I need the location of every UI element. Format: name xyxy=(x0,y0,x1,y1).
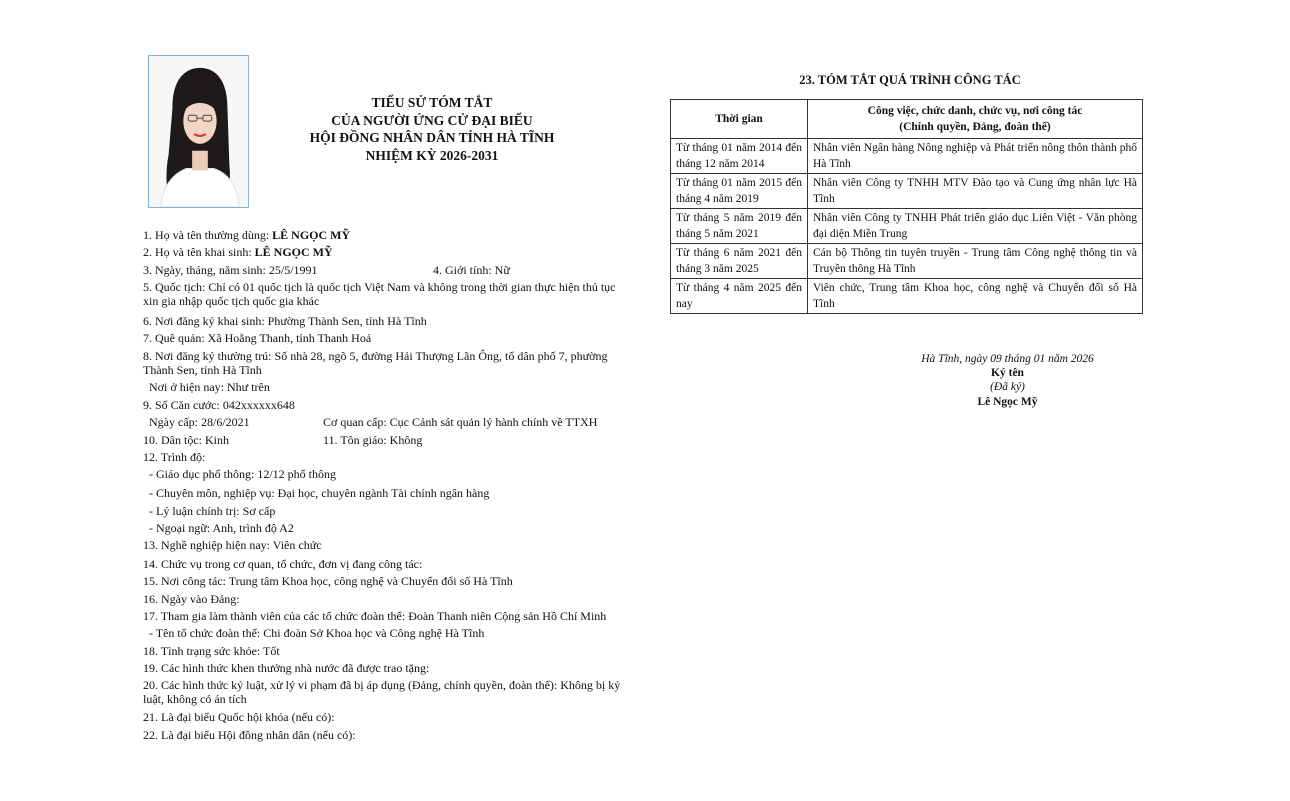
column-header-job-line1: Công việc, chức danh, chức vụ, nơi công tác xyxy=(867,105,1083,117)
field-religion: 11. Tôn giáo: Không xyxy=(323,433,423,447)
table-row xyxy=(671,279,1143,314)
table-row xyxy=(671,209,1143,244)
table-header-row xyxy=(671,100,1143,139)
field-foreign-language: - Ngoại ngữ: Anh, trình độ A2 xyxy=(149,521,294,535)
field-occupation: 13. Nghề nghiệp hiện nay: Viên chức xyxy=(143,538,322,552)
field-education: 12. Trình độ: xyxy=(143,450,206,464)
table-row xyxy=(671,139,1143,174)
cell-time: Từ tháng 01 năm 2014 đến tháng 12 năm 2014 xyxy=(671,139,808,174)
place-date: Hà Tĩnh, ngày 09 tháng 01 năm 2026 xyxy=(921,353,1094,365)
field-organization-name: - Tên tổ chức đoàn thể: Chi đoàn Sở Khoa học và Công nghệ Hà Tĩnh xyxy=(149,626,485,640)
column-header-job-line2: (Chính quyền, Đảng, đoàn thể) xyxy=(899,121,1051,133)
field-common-name xyxy=(143,228,350,242)
field-workplace: 15. Nơi công tác: Trung tâm Khoa học, công nghệ và Chuyển đổi số Hà Tĩnh xyxy=(143,574,513,588)
field-id-issue-date: Ngày cấp: 28/6/2021 xyxy=(149,415,250,429)
cell-job: Viên chức, Trung tâm Khoa học, công nghệ và Chuyển đổi số Hà Tĩnh xyxy=(808,279,1143,314)
cell-time: Từ tháng 4 năm 2025 đến nay xyxy=(671,279,808,314)
table-row xyxy=(671,244,1143,279)
signer-name: Lê Ngọc Mỹ xyxy=(977,396,1038,408)
field-party-date: 16. Ngày vào Đảng: xyxy=(143,592,240,606)
field-awards: 19. Các hình thức khen thưởng nhà nước đã được trao tặng: xyxy=(143,661,430,675)
field-label: 1. Họ và tên thường dùng: xyxy=(143,228,273,242)
field-birth-name xyxy=(143,245,333,259)
cell-job: Nhân viên Công ty TNHH MTV Đào tạo và Cung ứng nhân lực Hà Tĩnh xyxy=(808,174,1143,209)
field-permanent-residence: 8. Nơi đăng ký thường trú: Số nhà 28, ngõ 5, đường Hải Thượng Lãn Ông, tổ dân phố 7, phường Thành Sen, tỉnh Hà Tĩnh xyxy=(143,349,608,377)
table-row xyxy=(671,174,1143,209)
portrait-photo xyxy=(148,55,249,208)
cell-job: Nhân viên Công ty TNHH Phát triển giáo dục Liên Việt - Văn phòng đại diện Miền Trung xyxy=(808,209,1143,244)
document-title xyxy=(262,94,602,164)
field-organizations: 17. Tham gia làm thành viên của các tổ chức đoàn thể: Đoàn Thanh niên Cộng sản Hồ Chí Minh xyxy=(143,609,607,623)
work-history-table xyxy=(670,99,1143,314)
field-id-issuing-agency: Cơ quan cấp: Cục Cảnh sát quản lý hành chính về TTXH xyxy=(323,415,598,429)
field-nationality: 5. Quốc tịch: Chỉ có 01 quốc tịch là quốc tịch Việt Nam và không trong thời gian thực hiện thủ tục xin gia nhập quốc tịch quốc gia khác xyxy=(143,280,616,308)
field-political-theory: - Lý luận chính trị: Sơ cấp xyxy=(149,504,276,518)
title-line-2: CỦA NGƯỜI ỨNG CỬ ĐẠI BIỂU xyxy=(331,112,533,128)
field-hometown: 7. Quê quán: Xã Hoằng Thanh, tỉnh Thanh Hoá xyxy=(143,331,372,345)
field-national-assembly: 21. Là đại biểu Quốc hội khóa (nếu có): xyxy=(143,710,335,724)
field-gender: 4. Giới tính: Nữ xyxy=(433,263,510,277)
field-health: 18. Tình trạng sức khỏe: Tốt xyxy=(143,644,280,658)
cell-time: Từ tháng 6 năm 2021 đến tháng 3 năm 2025 xyxy=(671,244,808,279)
sign-label: Ký tên xyxy=(991,367,1024,379)
column-header-time: Thời gian xyxy=(671,100,808,139)
title-line-1: TIỂU SỬ TÓM TẮT xyxy=(371,95,493,110)
work-history-title: 23. TÓM TẮT QUÁ TRÌNH CÔNG TÁC xyxy=(799,73,1021,87)
field-value: LÊ NGỌC MỸ xyxy=(254,245,333,259)
field-ethnicity: 10. Dân tộc: Kinh xyxy=(143,433,229,447)
cell-time: Từ tháng 5 năm 2019 đến tháng 5 năm 2021 xyxy=(671,209,808,244)
cell-job: Nhân viên Ngân hàng Nông nghiệp và Phát triển nông thôn thành phố Hà Tĩnh xyxy=(808,139,1143,174)
field-birth-registration: 6. Nơi đăng ký khai sinh: Phường Thành Sen, tỉnh Hà Tĩnh xyxy=(143,314,427,328)
cell-job: Cán bộ Thông tin tuyên truyền - Trung tâm Công nghệ thông tin và Truyền thông Hà Tĩnh xyxy=(808,244,1143,279)
field-specialization: - Chuyên môn, nghiệp vụ: Đại học, chuyên ngành Tài chính ngân hàng xyxy=(149,486,490,500)
field-discipline: 20. Các hình thức kỷ luật, xử lý vi phạm đã bị áp dụng (Đảng, chính quyền, đoàn thể): Không bị kỷ luật, không có án tích xyxy=(143,678,621,706)
title-line-3: HỘI ĐỒNG NHÂN DÂN TỈNH HÀ TĨNH xyxy=(309,130,555,145)
field-peoples-council: 22. Là đại biểu Hội đồng nhân dân (nếu có): xyxy=(143,728,356,742)
column-header-job xyxy=(808,100,1143,139)
field-id-number: 9. Số Căn cước: 042xxxxxx648 xyxy=(143,398,295,412)
cell-time: Từ tháng 01 năm 2015 đến tháng 4 năm 2019 xyxy=(671,174,808,209)
field-current-residence: Nơi ở hiện nay: Như trên xyxy=(149,380,270,394)
field-label: 2. Họ và tên khai sinh: xyxy=(143,245,255,259)
field-position: 14. Chức vụ trong cơ quan, tổ chức, đơn vị đang công tác: xyxy=(143,557,423,571)
field-birth-date: 3. Ngày, tháng, năm sinh: 25/5/1991 xyxy=(143,263,318,277)
title-line-4: NHIỆM KỲ 2026-2031 xyxy=(365,147,499,163)
field-value: LÊ NGỌC MỸ xyxy=(272,228,351,242)
signed-note: (Đã ký) xyxy=(990,381,1025,393)
field-general-education: - Giáo dục phổ thông: 12/12 phổ thông xyxy=(149,467,336,481)
